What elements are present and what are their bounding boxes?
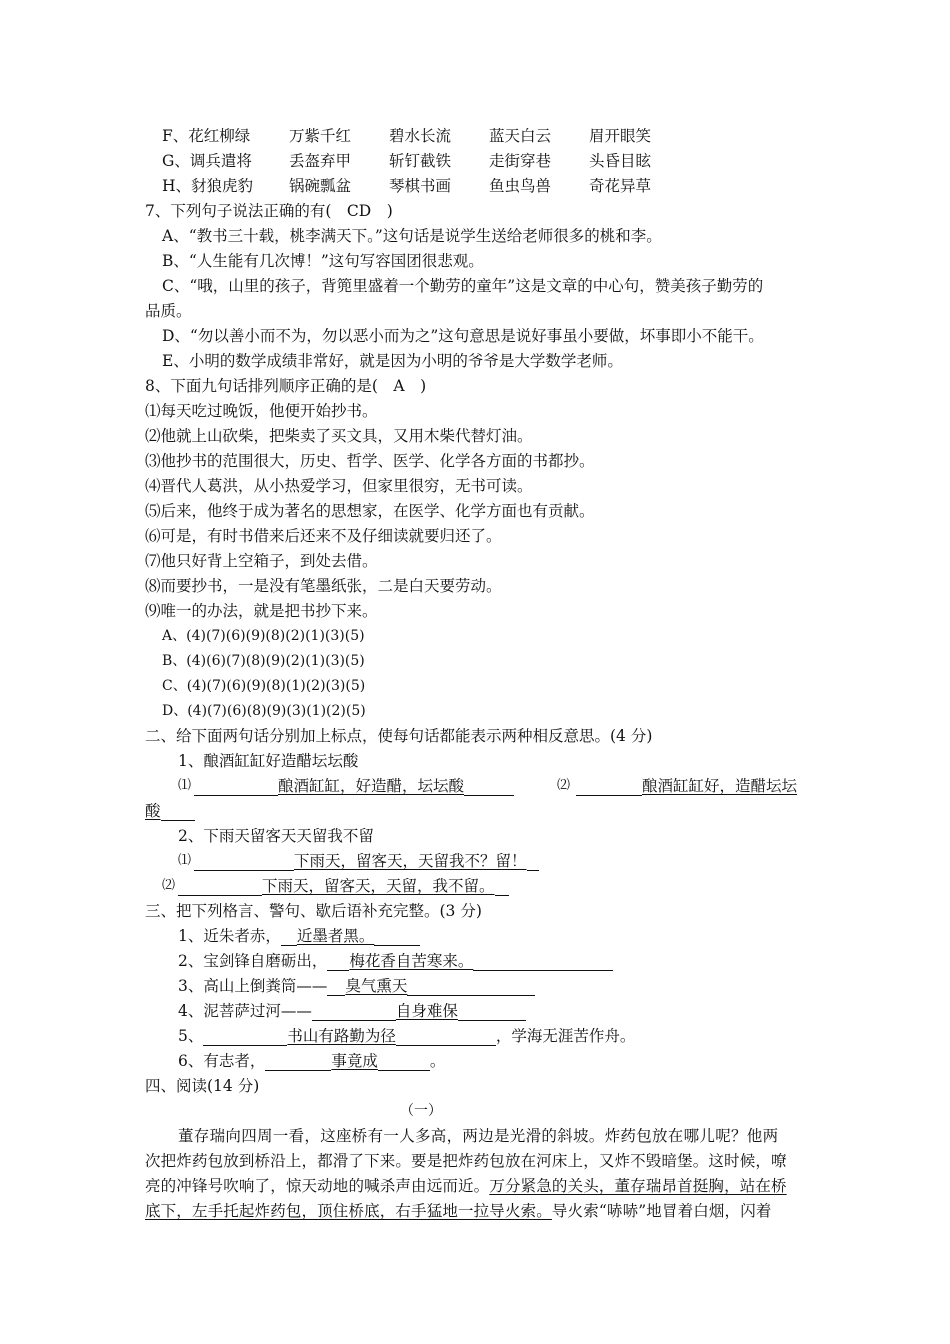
sec2-s2-answer-1 bbox=[194, 851, 539, 871]
q8-question: 8、下面九句话排列顺序正确的是( A ) bbox=[145, 377, 427, 395]
sec3-item-6-answer: 事竟成 bbox=[331, 1052, 378, 1070]
q8-item-1: ⑴每天吃过晚饭，他便开始抄书。 bbox=[145, 402, 378, 420]
q6-h-4: 鱼虫鸟兽 bbox=[489, 177, 552, 195]
q8-item-2: ⑵他就上山砍柴，把柴卖了买文具，又用木柴代替灯油。 bbox=[145, 427, 533, 445]
q7-option-c: C、“哦，山里的孩子，背篼里盛着一个勤劳的童年”这是文章的中心句，赞美孩子勤劳的 bbox=[162, 277, 764, 295]
sec3-item-1 bbox=[178, 926, 420, 946]
sec3-item-3 bbox=[178, 976, 535, 996]
reading-line-3-underlined: 万分紧急的关头，董存瑞昂首挺胸，站在桥 bbox=[489, 1177, 787, 1195]
sec2-s2-num-2: ⑵ bbox=[162, 878, 176, 893]
q6-f-2: 万紫千红 bbox=[289, 127, 352, 145]
section-3-title: 三、把下列格言、警句、歇后语补充完整。(3 分) bbox=[145, 902, 482, 920]
q7-option-e: E、小明的数学成绩非常好，就是因为小明的爷爷是大学数学老师。 bbox=[162, 352, 623, 370]
reading-line-4-underlined: 底下，左手托起炸药包，顶住桥底，右手猛地一拉导火索。 bbox=[145, 1202, 552, 1220]
reading-line-3 bbox=[145, 1176, 787, 1196]
reading-line-4 bbox=[145, 1201, 772, 1221]
reading-line-2: 次把炸药包放到桥沿上，都滑了下来。要是把炸药包放在河床上，又炸不毁暗堡。这时候，嘹 bbox=[145, 1152, 787, 1170]
sec2-s1-num-2: ⑵ bbox=[557, 778, 571, 793]
sec3-item-5-prompt: 5、 bbox=[178, 1027, 204, 1045]
reading-line-1: 董存瑞向四周一看，这座桥有一人多高，两边是光滑的斜坡。炸药包放在哪儿呢？他两 bbox=[178, 1127, 779, 1145]
sec2-sentence-1: 1、酿酒缸缸好造醋坛坛酸 bbox=[178, 752, 359, 770]
sec3-item-2-answer: 梅花香自苦寒来。 bbox=[349, 952, 474, 970]
q6-h-2: 锅碗瓢盆 bbox=[289, 177, 352, 195]
q6-g-4: 走街穿巷 bbox=[489, 152, 552, 170]
q8-item-3: ⑶他抄书的范围很大，历史、哲学、医学、化学各方面的书都抄。 bbox=[145, 452, 595, 470]
q8-option-a: A、(4)(7)(6)(9)(8)(2)(1)(3)(5) bbox=[162, 628, 365, 644]
sec2-s1-answer-2-cont bbox=[145, 801, 195, 821]
reading-subtitle: （一） bbox=[400, 1103, 442, 1119]
q6-g-3: 斩钉截铁 bbox=[389, 152, 452, 170]
sec3-item-4 bbox=[178, 1001, 526, 1021]
q7-option-d: D、“勿以善小而不为，勿以恶小而为之”这句意思是说好事虽小要做，坏事即小不能干。 bbox=[162, 327, 764, 345]
q8-item-9: ⑼唯一的办法，就是把书抄下来。 bbox=[145, 602, 378, 620]
sec2-s2-num-1: ⑴ bbox=[178, 853, 192, 868]
q6-row-h bbox=[162, 176, 651, 196]
q8-item-7: ⑺他只好背上空箱子，到处去借。 bbox=[145, 552, 378, 570]
sec2-s1-num-1: ⑴ bbox=[178, 778, 192, 793]
section-2-title: 二、给下面两句话分别加上标点，使每句话都能表示两种相反意思。(4 分) bbox=[145, 727, 653, 745]
q6-f-4: 蓝天白云 bbox=[489, 127, 552, 145]
q8-item-6: ⑹可是，有时书借来后还来不及仔细读就要归还了。 bbox=[145, 527, 502, 545]
sec3-item-3-answer: 臭气熏天 bbox=[345, 977, 408, 995]
q6-f-5: 眉开眼笑 bbox=[589, 127, 652, 145]
sec2-s1-answer-1 bbox=[194, 776, 524, 796]
sec3-item-2-prompt: 2、宝剑锋自磨砺出， bbox=[178, 952, 328, 970]
q7-option-c-cont: 品质。 bbox=[145, 302, 192, 320]
q7-option-b: B、“人生能有几次博！”这句写容国团很悲观。 bbox=[162, 252, 484, 270]
sec3-item-1-answer: 近墨者黑。 bbox=[296, 927, 375, 945]
reading-line-3-plain: 亮的冲锋号吹响了，惊天动地的喊杀声由远而近。 bbox=[145, 1177, 490, 1195]
q6-g-1: G、调兵遣将 bbox=[162, 152, 252, 170]
q6-row-f bbox=[162, 126, 651, 146]
q8-item-8: ⑻而要抄书，一是没有笔墨纸张，二是白天要劳动。 bbox=[145, 577, 502, 595]
sec3-item-2 bbox=[178, 951, 613, 971]
q6-h-1: H、豺狼虎豹 bbox=[162, 177, 254, 195]
section-4-title: 四、阅读(14 分) bbox=[145, 1077, 260, 1095]
sec3-item-1-prompt: 1、近朱者赤， bbox=[178, 927, 281, 945]
sec3-item-3-prompt: 3、高山上倒粪筒—— bbox=[178, 977, 328, 995]
q6-f-1: F、花红柳绿 bbox=[162, 127, 251, 145]
q6-f-3: 碧水长流 bbox=[389, 127, 452, 145]
sec2-s1-answer-2 bbox=[576, 776, 797, 796]
q8-option-b: B、(4)(6)(7)(8)(9)(2)(1)(3)(5) bbox=[162, 653, 365, 669]
q8-option-c: C、(4)(7)(6)(9)(8)(1)(2)(3)(5) bbox=[162, 678, 366, 694]
sec3-item-6-suffix: 。 bbox=[429, 1052, 446, 1070]
q8-option-d: D、(4)(7)(6)(8)(9)(3)(1)(2)(5) bbox=[162, 703, 366, 719]
q8-item-5: ⑸后来，他终于成为著名的思想家，在医学、化学方面也有贡献。 bbox=[145, 502, 595, 520]
reading-line-4-plain: 导火索“哧哧”地冒着白烟，闪着 bbox=[551, 1202, 772, 1220]
q6-g-5: 头昏目眩 bbox=[589, 152, 652, 170]
q6-h-5: 奇花异草 bbox=[589, 177, 652, 195]
sec2-sentence-2: 2、下雨天留客天天留我不留 bbox=[178, 827, 374, 845]
sec3-item-5-answer: 书山有路勤为径 bbox=[287, 1027, 396, 1045]
sec2-s2-answer-2 bbox=[178, 876, 509, 896]
sec3-item-6-prompt: 6、有志者， bbox=[178, 1052, 266, 1070]
q6-h-3: 琴棋书画 bbox=[389, 177, 452, 195]
sec2-s2-answer-2-text: 下雨天，留客天，天留，我不留。 bbox=[262, 877, 495, 895]
sec2-s1-answer-2-text: 酿酒缸缸好，造醋坛坛 bbox=[642, 777, 798, 795]
sec3-item-5 bbox=[178, 1026, 635, 1046]
sec2-s1-answer-1-text: 酿酒缸缸，好造醋，坛坛酸 bbox=[278, 777, 465, 795]
q6-row-g bbox=[162, 151, 651, 171]
sec3-item-6 bbox=[178, 1051, 445, 1071]
q7-question: 7、下列句子说法正确的有( CD ) bbox=[145, 202, 393, 220]
sec2-s1-answer-2-cont-text: 酸 bbox=[145, 802, 161, 820]
sec2-s2-answer-1-text: 下雨天，留客天，天留我不？留！ bbox=[294, 852, 527, 870]
sec3-item-4-prompt: 4、泥菩萨过河—— bbox=[178, 1002, 312, 1020]
q7-option-a: A、“教书三十载，桃李满天下。”这句话是说学生送给老师很多的桃和李。 bbox=[162, 227, 662, 245]
q8-item-4: ⑷晋代人葛洪，从小热爱学习，但家里很穷，无书可读。 bbox=[145, 477, 533, 495]
sec3-item-5-suffix: ，学海无涯苦作舟。 bbox=[495, 1027, 636, 1045]
q6-g-2: 丢盔弃甲 bbox=[289, 152, 352, 170]
sec3-item-4-answer: 自身难保 bbox=[395, 1002, 458, 1020]
